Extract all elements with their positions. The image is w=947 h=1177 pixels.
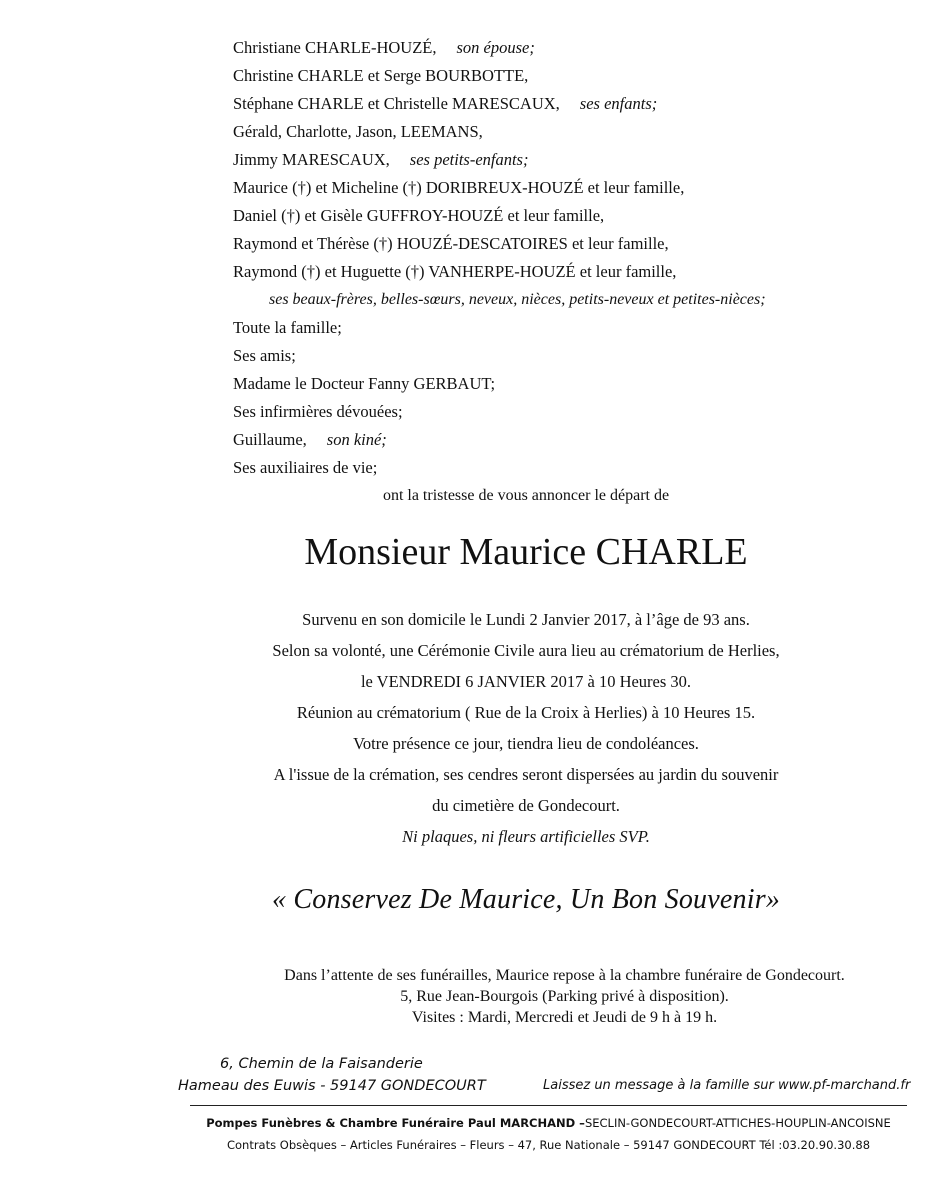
motto: « Conservez De Maurice, Un Bon Souvenir» <box>271 884 780 915</box>
family-line: Raymond et Thérèse (†) HOUZÉ-DESCATOIRES et leur famille, <box>233 234 669 253</box>
detail-line: le VENDREDI 6 JANVIER 2017 à 10 Heures 30. <box>360 672 692 691</box>
company-footer <box>190 1112 907 1156</box>
family-line: Jimmy MARESCAUX, ses petits-enfants; <box>233 150 529 169</box>
family-line: Stéphane CHARLE et Christelle MARESCAUX, ses enfants; <box>233 94 658 113</box>
family-line: Guillaume, son kiné; <box>233 430 387 449</box>
announcement-intro: ont la tristesse de vous annoncer le départ de <box>382 487 670 504</box>
visit-line: Visites : Mardi, Mercredi et Jeudi de 9 h à 19 h. <box>411 1009 718 1026</box>
detail-line: du cimetière de Gondecourt. <box>432 796 620 815</box>
funeral-home-address <box>178 1053 486 1097</box>
detail-line: Votre présence ce jour, tiendra lieu de condoléances. <box>353 734 699 753</box>
family-line: Ses infirmières dévouées; <box>233 402 403 421</box>
ceremony-details <box>0 604 947 852</box>
family-line: Daniel (†) et Gisèle GUFFROY-HOUZÉ et leur famille, <box>233 206 605 225</box>
footer-line-1: Pompes Funèbres & Chambre Funéraire Paul MARCHAND –SECLIN-GONDECOURT-ATTICHES-HOUPLIN-ANCOISNE <box>206 1116 891 1130</box>
visitation-info <box>0 965 947 1028</box>
inlaws-line: ses beaux-frères, belles-sœurs, neveux, nièces, petits-neveux et petites-nièces; <box>269 291 766 308</box>
detail-line: A l'issue de la crémation, ses cendres seront dispersées au jardin du souvenir <box>273 765 779 784</box>
family-line: Gérald, Charlotte, Jason, LEEMANS, <box>233 122 483 141</box>
family-line: Madame le Docteur Fanny GERBAUT; <box>233 374 496 393</box>
no-flowers-note: Ni plaques, ni fleurs artificielles SVP. <box>402 827 650 846</box>
footer-divider <box>190 1105 907 1106</box>
family-line: Christine CHARLE et Serge BOURBOTTE, <box>233 66 529 85</box>
family-line: Toute la famille; <box>233 318 342 337</box>
visit-line: Dans l’attente de ses funérailles, Maurice repose à la chambre funéraire de Gondecourt. <box>284 967 845 984</box>
address-line-2: Hameau des Euwis - 59147 GONDECOURT <box>178 1078 486 1094</box>
family-line: Christiane CHARLE-HOUZÉ, son épouse; <box>233 38 535 57</box>
family-line: Raymond (†) et Huguette (†) VANHERPE-HOUZÉ et leur famille, <box>233 262 677 281</box>
family-line: Ses amis; <box>233 346 296 365</box>
detail-line: Selon sa volonté, une Cérémonie Civile aura lieu au crématorium de Herlies, <box>272 641 780 660</box>
message-link[interactable]: Laissez un message à la famille sur www.pf-marchand.fr <box>543 1078 911 1093</box>
visit-line: 5, Rue Jean-Bourgois (Parking privé à disposition). <box>400 988 729 1005</box>
deceased-name: Monsieur Maurice CHARLE <box>304 531 748 573</box>
family-list <box>233 34 913 482</box>
family-line: Ses auxiliaires de vie; <box>233 458 378 477</box>
detail-line: Réunion au crématorium ( Rue de la Croix à Herlies) à 10 Heures 15. <box>296 703 756 722</box>
family-line: Maurice (†) et Micheline (†) DORIBREUX-HOUZÉ et leur famille, <box>233 178 685 197</box>
footer-line-2: Contrats Obsèques – Articles Funéraires – Fleurs – 47, Rue Nationale – 59147 GONDECOURT Tél :03.20.90.30.88 <box>226 1138 871 1152</box>
detail-line: Survenu en son domicile le Lundi 2 Janvier 2017, à l’âge de 93 ans. <box>302 610 750 629</box>
address-line-1: 6, Chemin de la Faisanderie <box>220 1056 423 1072</box>
